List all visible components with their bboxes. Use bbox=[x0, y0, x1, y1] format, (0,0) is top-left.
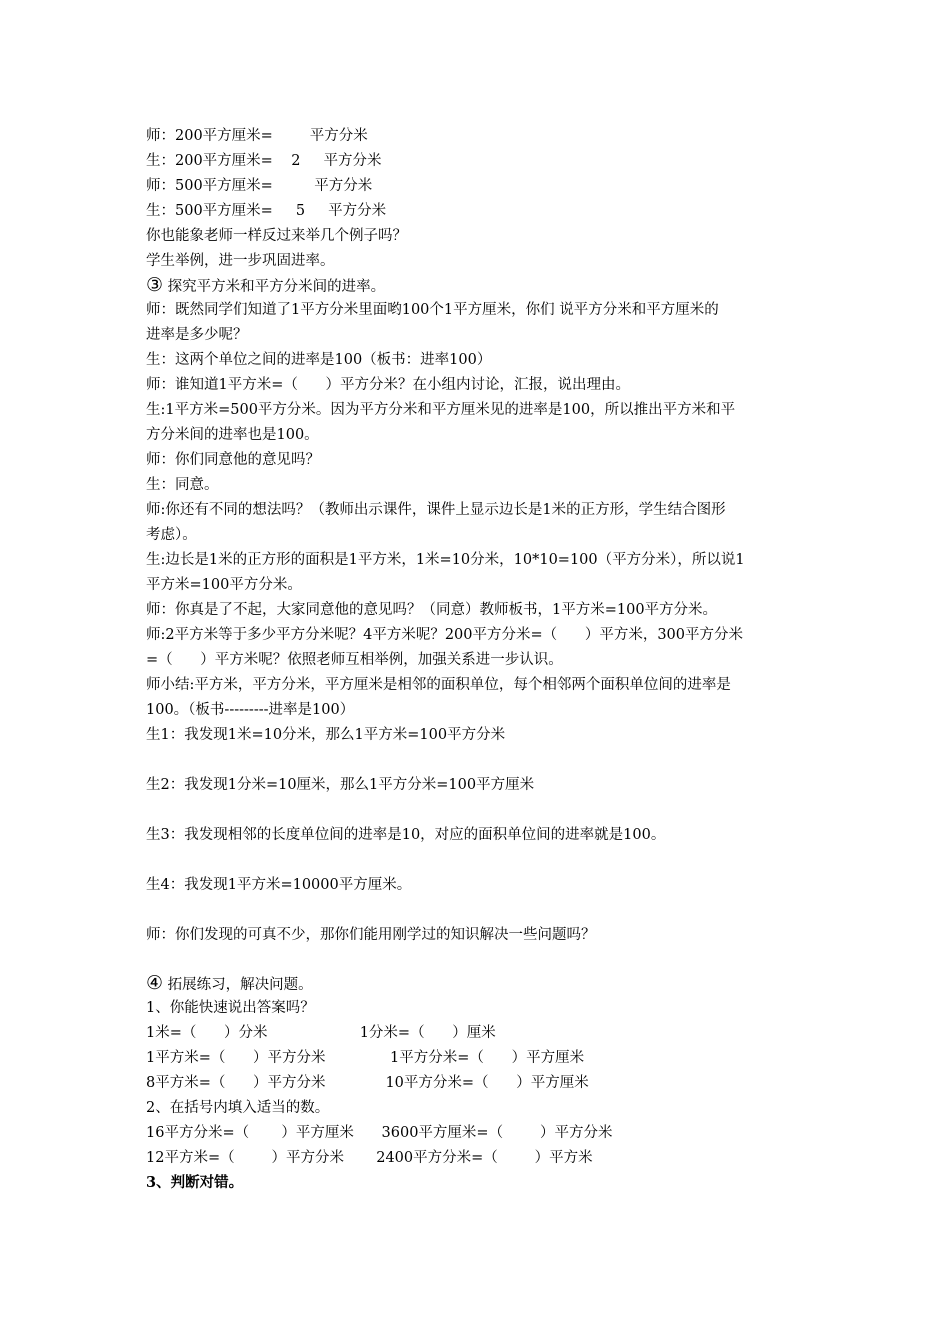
text-line: 平方米=100平方分米。 bbox=[146, 577, 302, 593]
text-line: 生2：我发现1分米=10厘米，那么1平方分米=100平方厘米 bbox=[146, 777, 535, 793]
text-line: 生1：我发现1米=10分米，那么1平方米=100平方分米 bbox=[146, 727, 506, 743]
section-heading bbox=[146, 275, 385, 297]
text-line: 生:边长是1米的正方形的面积是1平方米，1米=10分米，10*10=100（平方分米），所以说1 bbox=[146, 552, 745, 568]
text-line: =（ ）平方米呢？依照老师互相举例，加强关系进一步认识。 bbox=[146, 652, 563, 668]
text-line: 方分米间的进率也是100。 bbox=[146, 427, 319, 443]
text-line: 2、在括号内填入适当的数。 bbox=[146, 1100, 330, 1116]
text-line: 师：你真是了不起，大家同意他的意见吗？（同意）教师板书，1平方米=100平方分米。 bbox=[146, 602, 718, 618]
text-line: 师：200平方厘米= 平方分米 bbox=[146, 128, 368, 144]
text-line: 生：同意。 bbox=[146, 477, 219, 493]
section-heading-text: 拓展练习，解决问题。 bbox=[163, 977, 313, 993]
text-line: 师:2平方米等于多少平方分米呢？4平方米呢？200平方分米=（ ）平方米，300平方分米 bbox=[146, 627, 743, 643]
text-line: 考虑）。 bbox=[146, 527, 197, 543]
text-line: 师小结:平方米，平方分米，平方厘米是相邻的面积单位，每个相邻两个面积单位间的进率是 bbox=[146, 677, 731, 693]
text-line: 师：你们同意他的意见吗？ bbox=[146, 452, 320, 468]
text-line: 8平方米=（ ）平方分米 10平方分米=（ ）平方厘米 bbox=[146, 1075, 589, 1091]
text-line: 100。（板书---------进率是100） bbox=[146, 702, 355, 718]
text-line: 3、判断对错。 bbox=[146, 1174, 244, 1191]
text-line: 1米=（ ）分米 1分米=（ ）厘米 bbox=[146, 1025, 496, 1041]
section-heading bbox=[146, 973, 313, 995]
text-line: 师：你们发现的可真不少，那你们能用刚学过的知识解决一些问题吗？ bbox=[146, 927, 596, 943]
text-line: 16平方分米=（ ）平方厘米 3600平方厘米=（ ）平方分米 bbox=[146, 1125, 613, 1141]
text-line: 你也能象老师一样反过来举几个例子吗？ bbox=[146, 228, 407, 244]
text-line: 师：500平方厘米= 平方分米 bbox=[146, 178, 373, 194]
text-line: 生：这两个单位之间的进率是100（板书：进率100） bbox=[146, 352, 492, 368]
text-line: 生：200平方厘米= 2 平方分米 bbox=[146, 153, 382, 169]
text-line: 1平方米=（ ）平方分米 1平方分米=（ ）平方厘米 bbox=[146, 1050, 585, 1066]
text-line: 师：谁知道1平方米=（ ）平方分米？在小组内讨论，汇报，说出理由。 bbox=[146, 377, 631, 393]
section-heading-text: 探究平方米和平方分米间的进率。 bbox=[163, 279, 386, 295]
text-line: 生：500平方厘米= 5 平方分米 bbox=[146, 203, 387, 219]
text-line: 生4：我发现1平方米=10000平方厘米。 bbox=[146, 877, 412, 893]
text-line: 进率是多少呢？ bbox=[146, 327, 248, 343]
text-line: 学生举例，进一步巩固进率。 bbox=[146, 253, 335, 269]
text-line: 生:1平方米=500平方分米。因为平方分米和平方厘米见的进率是100，所以推出平方米和平 bbox=[146, 402, 736, 418]
text-line: 1、你能快速说出答案吗？ bbox=[146, 1000, 315, 1016]
text-line: 师:你还有不同的想法吗？（教师出示课件，课件上显示边长是1米的正方形，学生结合图形 bbox=[146, 502, 726, 518]
text-line: 12平方米=（ ）平方分米 2400平方分米=（ ）平方米 bbox=[146, 1150, 593, 1166]
circled-number-4: ④ bbox=[146, 972, 164, 994]
text-line: 师：既然同学们知道了1平方分米里面哟100个1平方厘米，你们 说平方分米和平方厘米的 bbox=[146, 302, 719, 318]
text-line: 生3：我发现相邻的长度单位间的进率是10，对应的面积单位间的进率就是100。 bbox=[146, 827, 666, 843]
circled-number-3: ③ bbox=[146, 274, 164, 296]
